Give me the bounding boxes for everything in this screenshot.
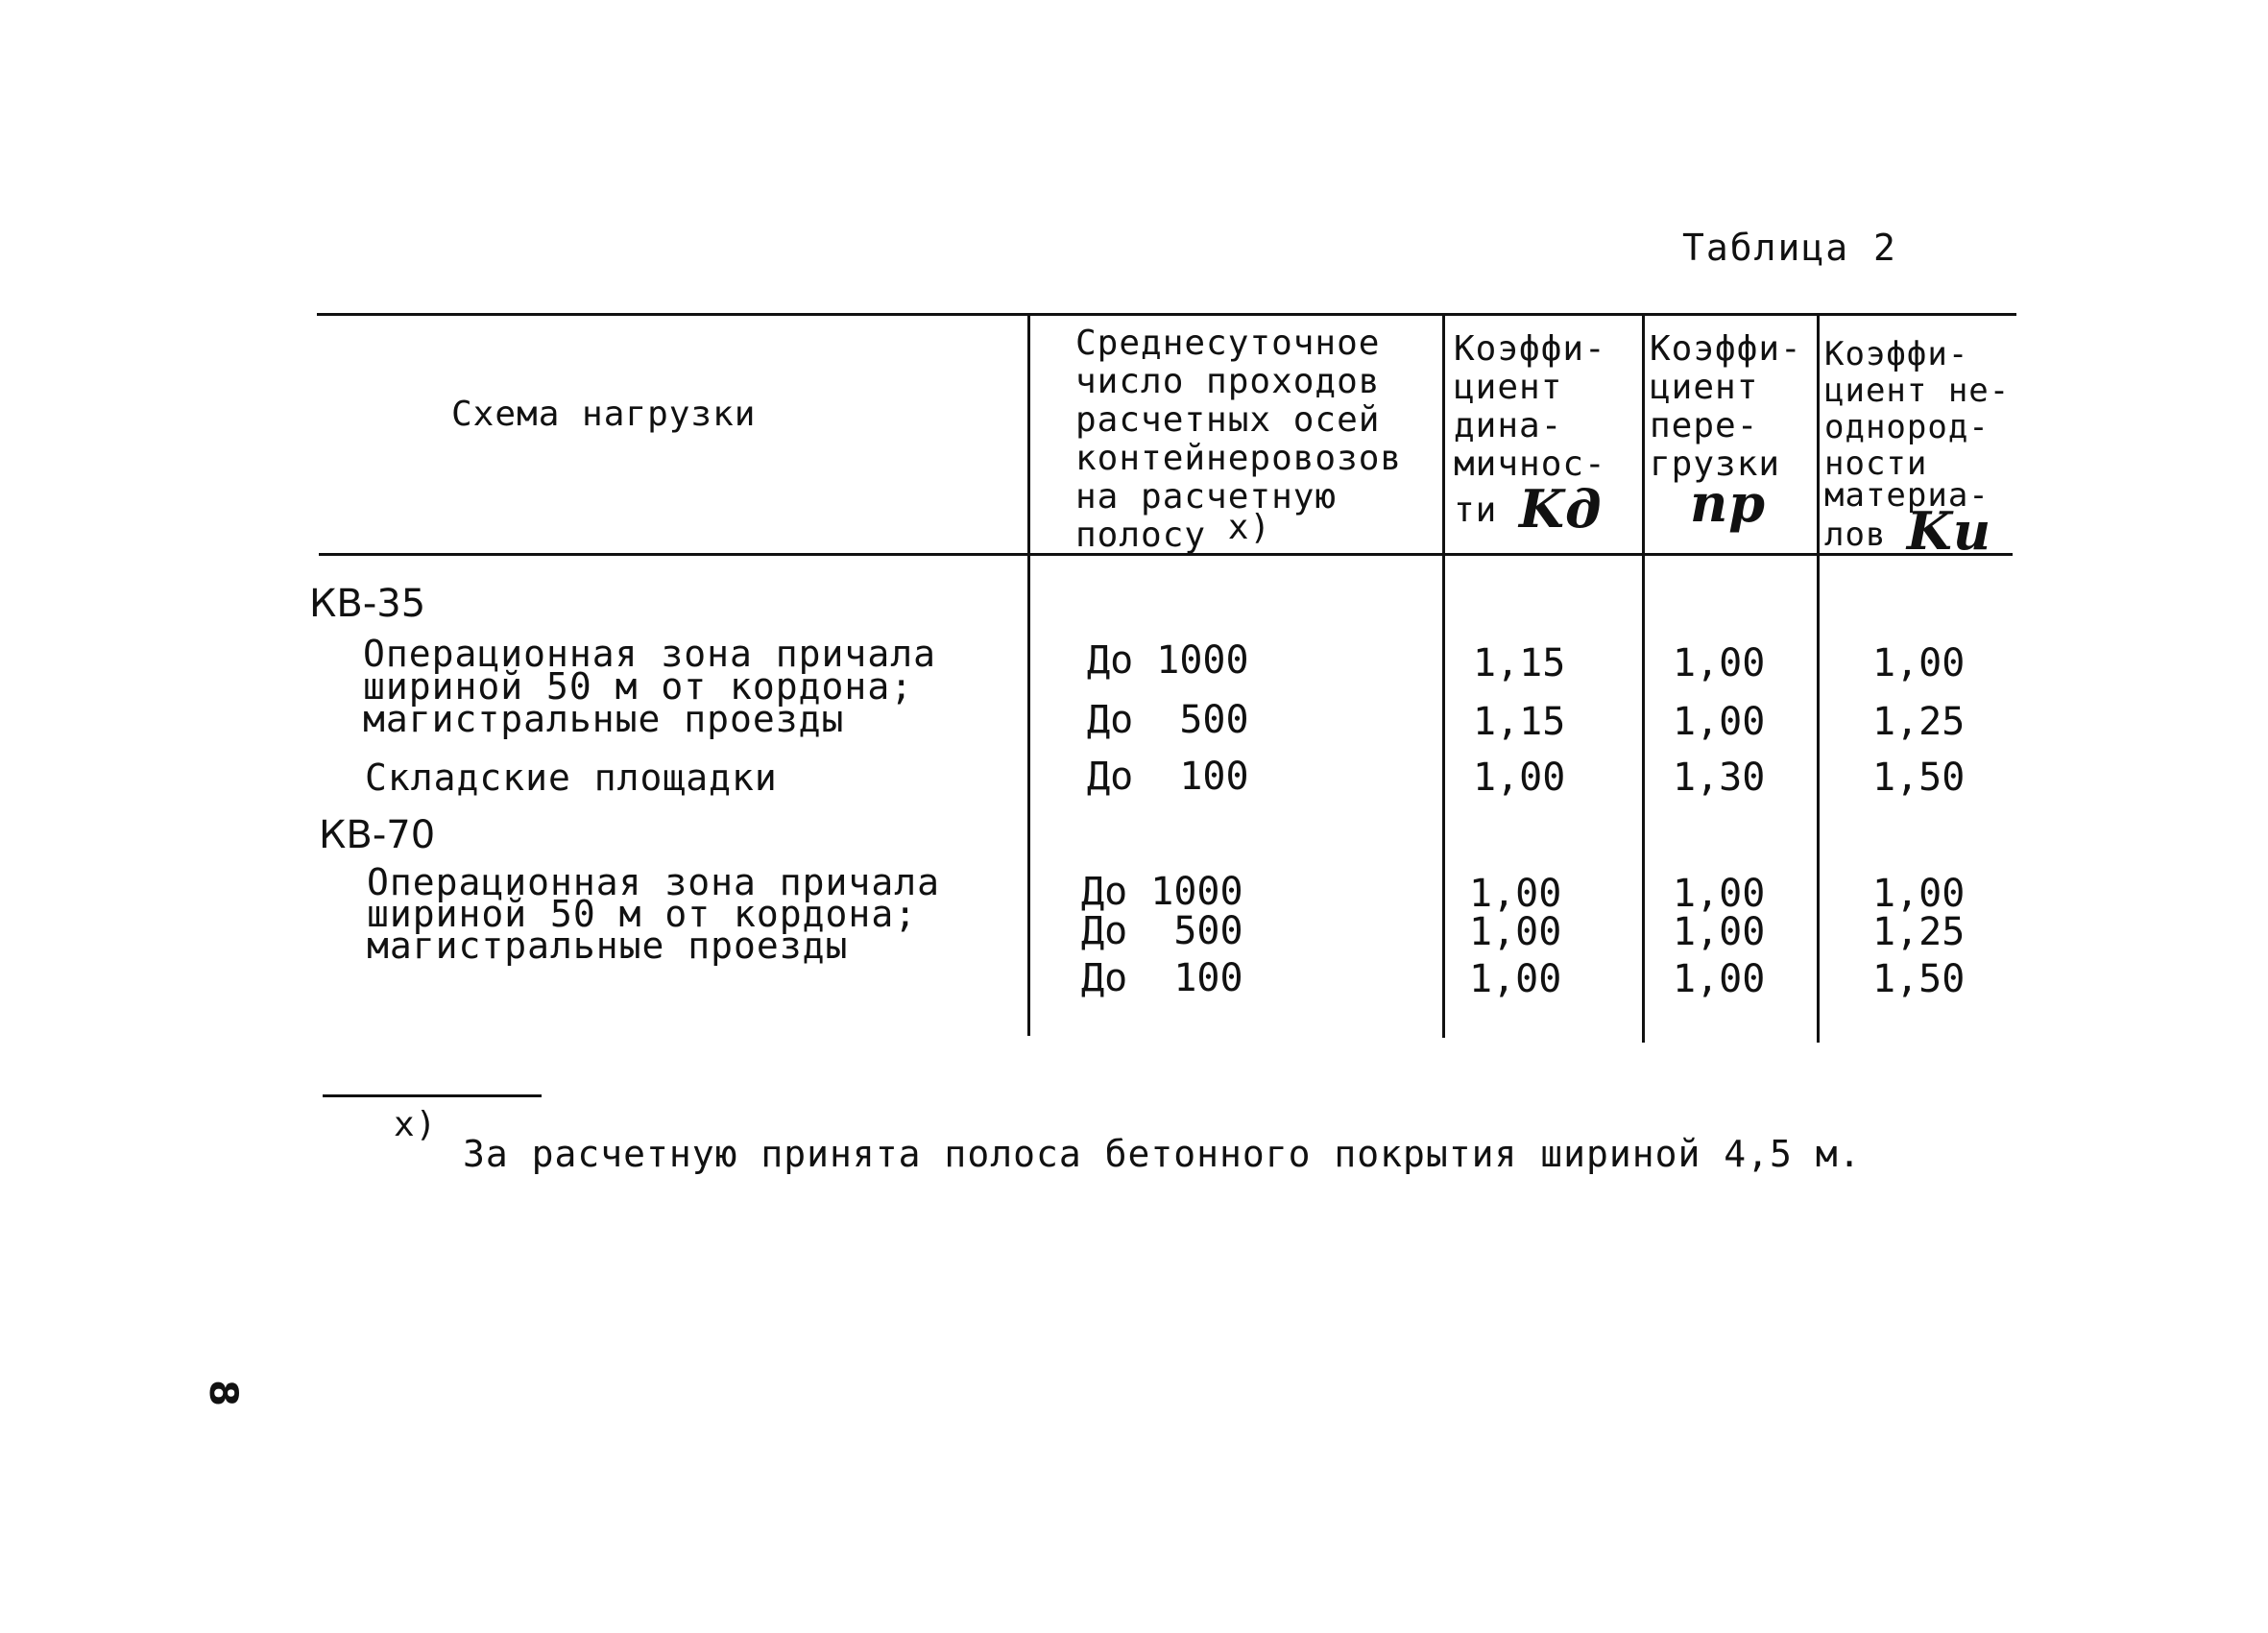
ku-cell: 1,25 — [1872, 700, 1966, 744]
header-passes-line: число проходов — [1075, 362, 1381, 401]
header-ku-line: циент не- — [1824, 372, 2011, 410]
ku-cell: 1,00 — [1872, 641, 1966, 685]
header-scheme: Схема нагрузки — [451, 395, 757, 434]
header-ku-line: материа- — [1824, 476, 1990, 515]
passes-cell: До 500 — [1087, 698, 1249, 742]
header-kd — [1454, 329, 1606, 540]
header-np-line: пере- — [1650, 406, 1759, 445]
kd-cell: 1,15 — [1473, 641, 1566, 685]
header-ku-line: однород- — [1824, 408, 1990, 446]
header-kd-line: мичнос- — [1454, 444, 1606, 484]
header-np-line: Коэффи- — [1650, 329, 1802, 369]
np-cell: 1,00 — [1673, 700, 1766, 744]
header-np-line: грузки — [1650, 444, 1781, 484]
ku-cell: 1,50 — [1872, 957, 1966, 1001]
header-passes-line: контейнеровозов — [1075, 439, 1403, 478]
description-line: шириной 50 м от кордона; — [363, 665, 914, 708]
column-divider-1 — [1027, 313, 1030, 1036]
description-line: магистральные проезды — [367, 925, 849, 967]
np-cell: 1,00 — [1673, 641, 1766, 685]
passes-cell: До 1000 — [1081, 870, 1243, 914]
footnote-text: За расчетную принята полоса бетонного покрытия шириной 4,5 м. — [463, 1133, 1862, 1175]
np-symbol: np — [1690, 472, 1767, 534]
np-cell: 1,00 — [1673, 957, 1766, 1001]
kd-symbol: Kд — [1519, 478, 1603, 540]
row-description: Складские площадки — [365, 756, 778, 799]
row-description — [363, 633, 936, 740]
passes-cell: До 100 — [1087, 755, 1249, 799]
header-passes-line: расчетных осей — [1075, 400, 1381, 440]
header-passes — [1075, 324, 1402, 555]
column-divider-3 — [1642, 313, 1645, 1043]
kd-cell: 1,00 — [1469, 957, 1562, 1001]
header-np-line: циент — [1650, 368, 1759, 407]
description-line: Операционная зона причала — [367, 861, 940, 903]
header-kd-line: циент — [1454, 368, 1563, 407]
page-number: 8 — [200, 1380, 245, 1406]
group-label-kv35: КВ-35 — [309, 582, 426, 626]
ku-cell: 1,50 — [1872, 756, 1966, 800]
kd-cell: 1,00 — [1473, 756, 1566, 800]
header-passes-line: полосу — [1075, 516, 1207, 555]
header-kd-line: Коэффи- — [1454, 329, 1606, 369]
footnote-rule — [323, 1094, 542, 1097]
header-np — [1650, 329, 1802, 534]
group-label-kv70: КВ-70 — [319, 813, 436, 857]
passes-cell: До 1000 — [1087, 638, 1249, 683]
header-ku-line: ности — [1824, 444, 1928, 483]
description-line: шириной 50 м от кордона; — [367, 893, 918, 935]
header-kd-line: ти — [1454, 491, 1498, 530]
kd-cell: 1,00 — [1469, 910, 1562, 954]
table-top-rule — [317, 313, 2016, 316]
table-caption: Таблица 2 — [1682, 227, 1897, 269]
header-kd-line: дина- — [1454, 406, 1563, 445]
ku-cell: 1,25 — [1872, 910, 1966, 954]
ku-symbol: Kи — [1906, 500, 1992, 562]
footnote-mark: x) — [394, 1105, 438, 1144]
passes-cell: До 500 — [1081, 909, 1243, 953]
row-description — [367, 861, 940, 967]
np-cell: 1,30 — [1673, 756, 1766, 800]
kd-cell: 1,00 — [1469, 872, 1562, 916]
kd-cell: 1,15 — [1473, 700, 1566, 744]
np-cell: 1,00 — [1673, 910, 1766, 954]
header-passes-line: Среднесуточное — [1075, 324, 1381, 363]
header-ku — [1824, 335, 2011, 562]
ku-cell: 1,00 — [1872, 872, 1966, 916]
header-passes-line: на расчетную — [1075, 477, 1338, 516]
column-divider-4 — [1817, 313, 1820, 1043]
description-line: Операционная зона причала — [363, 633, 936, 675]
column-divider-2 — [1442, 313, 1445, 1038]
passes-cell: До 100 — [1081, 956, 1243, 1000]
header-ku-line: Коэффи- — [1824, 335, 1969, 373]
header-ku-line: лов — [1824, 516, 1887, 554]
footnote-reference: x) — [1227, 508, 1272, 547]
np-cell: 1,00 — [1673, 872, 1766, 916]
description-line: магистральные проезды — [363, 698, 845, 740]
